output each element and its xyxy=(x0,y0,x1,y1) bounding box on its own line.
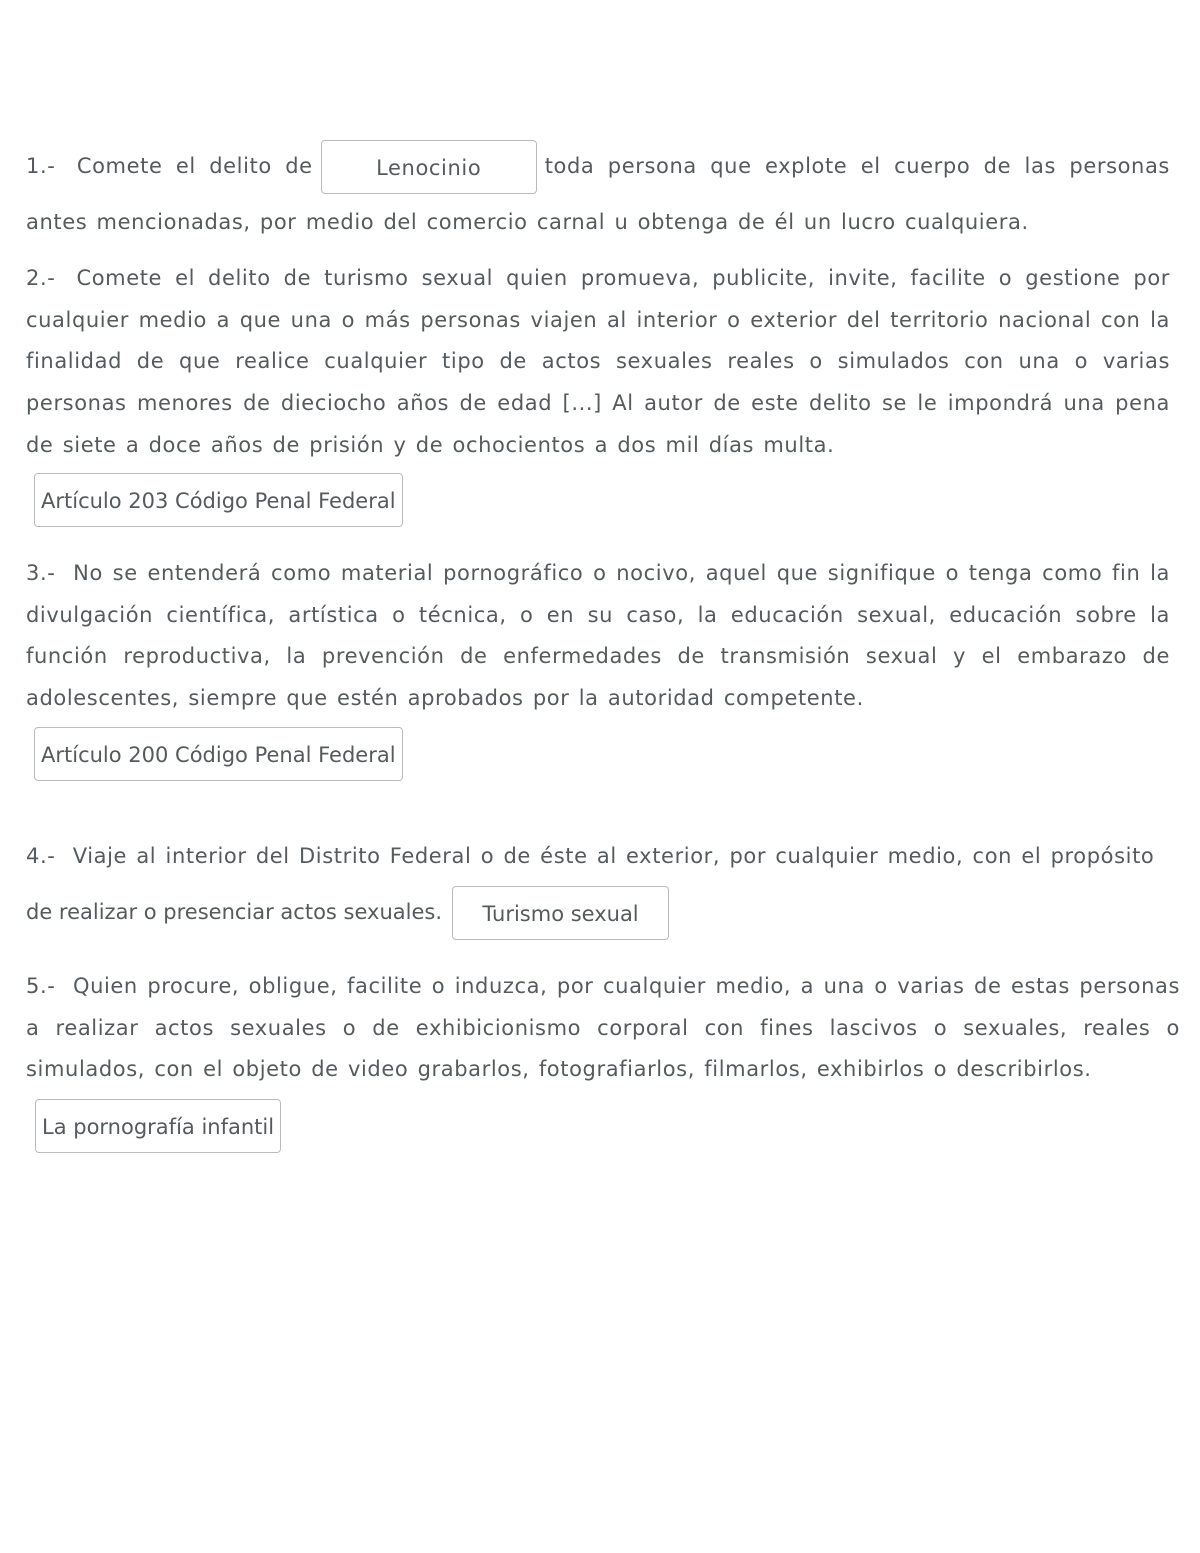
question-5 xyxy=(26,966,1180,1091)
question-3-answer-wrapper xyxy=(34,727,434,781)
question-3-number: 3.- xyxy=(26,561,56,585)
question-2 xyxy=(26,258,1170,467)
question-4-answer-box[interactable]: Turismo sexual xyxy=(452,886,669,940)
question-1-number: 1.- xyxy=(26,154,56,178)
question-5-answer-wrapper xyxy=(35,1099,303,1153)
question-3-text: No se entenderá como material pornográfico o nocivo, aquel que signifique o tenga como fin la divulgación científica, artística o técnica, o en su caso, la educación sexual, educación sobre la función reproductiva, la prevención de enfermedades de transmisión sexual y el embarazo de adolescentes, siempre que estén aprobados por la autoridad competente. xyxy=(26,561,1171,711)
question-2-text: Comete el delito de turismo sexual quien promueva, publicite, invite, facilite o gestione por cualquier medio a que una o más personas viajen al interior o exterior del territorio nacional con la finalidad de que realice cualquier tipo de actos sexuales reales o simulados con una o varias personas menores de dieciocho años de edad [...] Al autor de este delito se le impondrá una pena de siete a doce años de prisión y de ochocientos a dos mil días multa. xyxy=(26,266,1170,457)
question-4-line2 xyxy=(26,886,669,940)
question-4-text-line2: de realizar o presenciar actos sexuales. xyxy=(26,900,443,924)
question-1-text-before: Comete el delito de xyxy=(76,154,313,178)
question-4-text-line1: Viaje al interior del Distrito Federal o de éste al exterior, por cualquier medio, con el propósito xyxy=(72,844,1155,868)
question-3 xyxy=(26,553,1170,720)
question-1 xyxy=(26,138,1170,250)
question-2-answer-wrapper xyxy=(34,473,434,527)
question-2-answer-box[interactable]: Artículo 203 Código Penal Federal xyxy=(34,473,403,527)
question-5-answer-box[interactable]: La pornografía infantil xyxy=(35,1099,281,1153)
question-5-text: Quien procure, obligue, facilite o induzca, por cualquier medio, a una o varias de estas personas a realizar actos sexuales o de exhibicionismo corporal con fines lascivos o sexuales, reales o simulados, con el objeto de video grabarlos, fotografiarlos, filmarlos, exhibirlos o describirlos. xyxy=(26,974,1181,1082)
question-3-answer-box[interactable]: Artículo 200 Código Penal Federal xyxy=(34,727,403,781)
question-1-text-after: toda persona que explote el cuerpo de las personas antes mencionadas, por medio del comercio carnal u obtenga de él un lucro cualquiera. xyxy=(26,154,1170,234)
question-4 xyxy=(26,835,1180,877)
question-2-number: 2.- xyxy=(26,266,56,290)
question-1-answer-box[interactable]: Lenocinio xyxy=(321,140,537,194)
question-5-number: 5.- xyxy=(26,974,56,998)
question-4-number: 4.- xyxy=(26,844,56,868)
